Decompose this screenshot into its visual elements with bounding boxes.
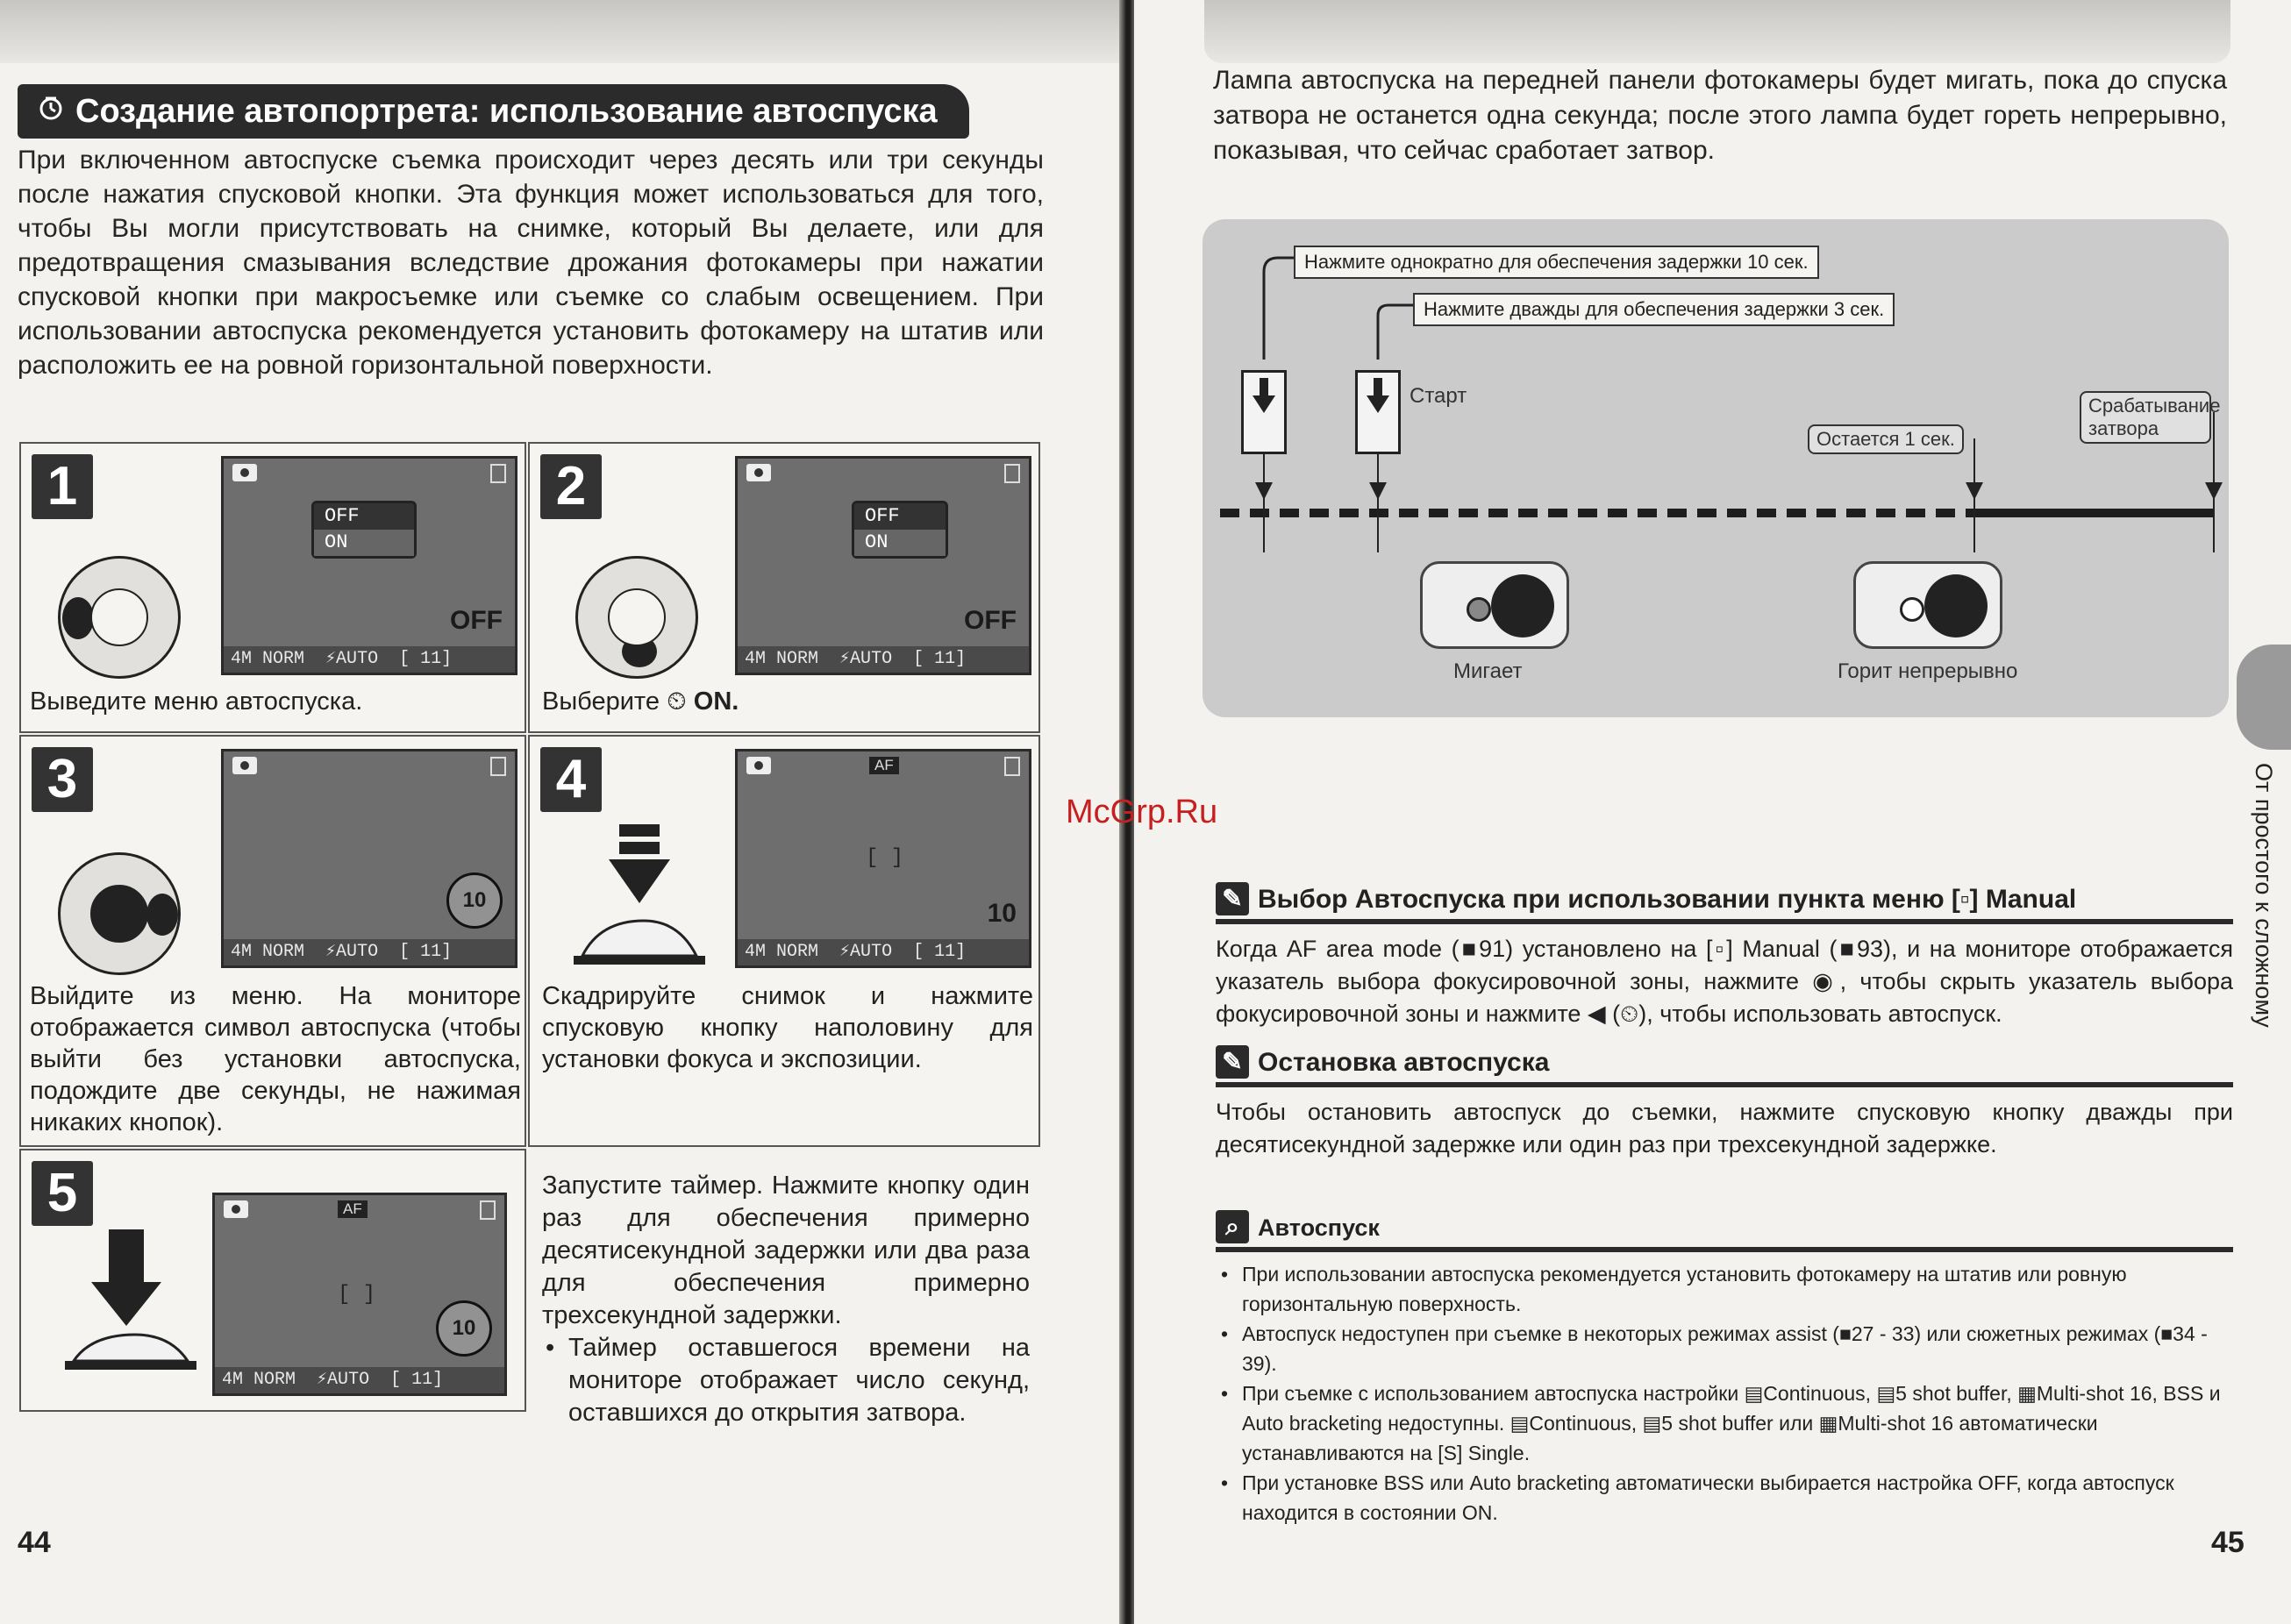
blinking-label: Мигает: [1453, 659, 1523, 683]
note-manual-af: ✎ Выбор Автоспуска при использовании пункта меню [▫] Manual Когда AF area mode (■91) установлено на [▫] Manual (■93), и на мониторе отображается указатель выбора фокусировочной зоны, нажмите ◉, чтобы скрыть указатель выбора фокусировочной зоны и нажмите ◀ (⏲), чтобы использовать автоспуск.: [1216, 880, 2233, 1030]
chapter-tab: [2237, 645, 2291, 750]
chapter-tab-label: От простого к сложному: [2251, 763, 2277, 1028]
shutter-press-icon: [56, 1229, 196, 1378]
one-second-left-label: Остается 1 сек.: [1808, 424, 1964, 454]
steady-label: Горит непрерывно: [1838, 659, 2018, 683]
timer-indicator: OFF: [450, 606, 503, 635]
step-5-caption: Запустите таймер. Нажмите кнопку один раз для обеспечения примерно десятисекундной задержки или два раза для обеспечения примерно трехсекундной задержки. • Таймер оставшегося времени на мониторе отображает число секунд, оставшихся до открытия затвора.: [542, 1170, 1030, 1429]
note-body: Чтобы остановить автоспуск до съемки, нажмите спусковую кнопку дважды при десятисекундной задержке или один раз при трехсекундной задержке.: [1216, 1099, 2233, 1157]
top-shade: [0, 0, 1127, 63]
timer-indicator: 10: [987, 899, 1017, 928]
self-timer-menu: OFF ON: [311, 501, 417, 559]
camera-lamp-blinking: [1420, 561, 1569, 649]
timer-indicator: 10: [446, 873, 503, 929]
multi-selector-icon: [58, 556, 181, 679]
left-page: [0, 0, 1127, 1624]
step-caption: Выберите ⏲ ON.: [542, 687, 739, 716]
shutter-release-label: Срабатывание затвора: [2080, 391, 2211, 444]
pencil-icon: ✎: [1216, 882, 1249, 915]
section-title: Создание автопортрета: использование автоспуска: [75, 93, 938, 130]
step-number: 1: [32, 454, 93, 519]
top-shade: [1204, 0, 2230, 63]
lamp-paragraph: Лампа автоспуска на передней панели фотокамеры будет мигать, пока до спуска затвора не останется одна секунда; после этого лампа будет гореть непрерывно, показывая, что сейчас сработает затвор.: [1213, 66, 2227, 165]
note-bullets: [1216, 1259, 2233, 1528]
camera-monitor: [221, 749, 517, 968]
status-bar: 4M NORM ⚡AUTO [ 11]: [738, 939, 1029, 965]
pencil-icon: ✎: [1216, 1045, 1249, 1079]
section-title-bar: [18, 84, 969, 139]
shutter-press-icon: [565, 824, 714, 973]
multi-selector-icon: [58, 852, 181, 975]
bullet-item: • При установке BSS или Auto bracketing автоматически выбирается настройка OFF, когда автоспуск находится в состоянии ON.: [1216, 1468, 2233, 1528]
watermark: McGrp.Ru: [1066, 794, 1218, 830]
status-bar: 4M NORM ⚡AUTO [ 11]: [738, 646, 1029, 673]
multi-selector-icon: [575, 556, 698, 679]
step-5-panel: [19, 1149, 526, 1412]
note-stop-timer: ✎ Остановка автоспуска Чтобы остановить автоспуск до съемки, нажмите спусковую кнопку дважды при десятисекундной задержке или один раз при трехсекундной задержке.: [1216, 1043, 2233, 1161]
callout-press-twice: Нажмите дважды для обеспечения задержки 3 сек.: [1413, 293, 1895, 326]
right-page: [1066, 0, 2291, 1624]
step-number: 3: [32, 747, 93, 812]
magnifier-icon: ⌕: [1216, 1210, 1249, 1243]
af-indicator: AF: [338, 1200, 368, 1218]
note-body: Когда AF area mode (■91) установлено на [▫] Manual (■93), и на мониторе отображается указатель выбора фокусировочной зоны, нажмите ◉, чтобы скрыть указатель выбора фокусировочной зоны и нажмите ◀ (⏲), чтобы использовать автоспуск.: [1216, 936, 2233, 1027]
status-bar: 4M NORM ⚡AUTO [ 11]: [215, 1367, 504, 1393]
step-caption: Выведите меню автоспуска.: [30, 687, 363, 716]
camera-monitor: [735, 456, 1031, 675]
self-timer-diagram: [1203, 219, 2229, 717]
intro-paragraph: При включенном автоспуске съемка происходит через десять или три секунды после нажатия спусковой кнопки. Эта функция может использоваться для того, чтобы Вы могли присутствовать на снимке, который Вы делаете, или для предотвращения смазывания вследствие дрожания фотокамеры при нажатии спусковой кнопки при макросъемке или съемке со слабым освещением. При использовании автоспуска рекомендуется установить фотокамеру на штатив или расположить ее на ровной горизонтальной поверхности.: [18, 146, 1044, 380]
page-number: 44: [18, 1526, 51, 1559]
step-2-panel: [528, 442, 1040, 733]
bullet-item: • При использовании автоспуска рекомендуется установить фотокамеру на штатив или ровную горизонтальную поверхность.: [1216, 1259, 2233, 1319]
step-caption: Выйдите из меню. На мониторе отображается символ автоспуска (чтобы выйти без установки автоспуска, подождите две секунды, не нажимая никаких кнопок).: [30, 982, 521, 1136]
step-4-panel: [528, 735, 1040, 1147]
bullet-item: • Автоспуск недоступен при съемке в некоторых режимах assist (■27 - 33) или сюжетных режимах (■34 - 39).: [1216, 1319, 2233, 1378]
step-number: 4: [540, 747, 602, 812]
step-1-panel: [19, 442, 526, 733]
step-3-panel: [19, 735, 526, 1147]
step-caption: Скадрируйте снимок и нажмите спусковую кнопку наполовину для установки фокуса и экспозиции.: [542, 982, 1033, 1073]
callout-press-once: Нажмите однократно для обеспечения задержки 10 сек.: [1294, 246, 1819, 279]
self-timer-icon: ⏲: [667, 687, 687, 716]
shutter-button-icon: [1355, 370, 1401, 454]
self-timer-icon: [37, 84, 67, 139]
note-self-timer: ⌕ Автоспуск • При использовании автоспуска рекомендуется установить фотокамеру на штатив или ровную горизонтальную поверхность. • Автоспуск недоступен при съемке в некоторых режимах assist (■27 - 33) или сюжетных режимах (■34 - 39). • При съемке с использованием автоспуска настройки ▤Continuous, ▤5 shot buffer, ▦Multi-shot 16, BSS и Auto bracketing недоступны. ▤Continuous, ▤5 shot buffer или ▦Multi-shot 16 автоматически устанавливаются на [S] Single. • При установке BSS или Auto bracketing автоматически выбирается настройка OFF, когда автоспуск находится в состоянии ON.: [1216, 1208, 2233, 1528]
status-bar: 4M NORM ⚡AUTO [ 11]: [224, 646, 515, 673]
focus-brackets: [ ]: [338, 1283, 376, 1307]
af-indicator: AF: [869, 757, 899, 774]
step-number: 2: [540, 454, 602, 519]
step-5-bullet: • Таймер оставшегося времени на мониторе отображает число секунд, оставшихся до открытия затвора.: [542, 1332, 1030, 1429]
start-label: Старт: [1410, 384, 1467, 408]
shutter-button-icon: [1241, 370, 1287, 454]
step-number: 5: [32, 1161, 93, 1226]
camera-monitor: [735, 749, 1031, 968]
focus-brackets: [ ]: [866, 846, 904, 870]
camera-monitor: [221, 456, 517, 675]
camera-monitor: [212, 1193, 507, 1396]
self-timer-menu: OFF ON: [852, 501, 948, 559]
camera-lamp-steady: [1853, 561, 2002, 649]
timer-indicator: OFF: [964, 606, 1017, 635]
bullet-item: • При съемке с использованием автоспуска настройки ▤Continuous, ▤5 shot buffer, ▦Multi-shot 16, BSS и Auto bracketing недоступны. ▤Continuous, ▤5 shot buffer или ▦Multi-shot 16 автоматически устанавливаются на [S] Single.: [1216, 1378, 2233, 1468]
page-number: 45: [2211, 1526, 2245, 1559]
timer-indicator: 10: [436, 1300, 492, 1357]
status-bar: 4M NORM ⚡AUTO [ 11]: [224, 939, 515, 965]
